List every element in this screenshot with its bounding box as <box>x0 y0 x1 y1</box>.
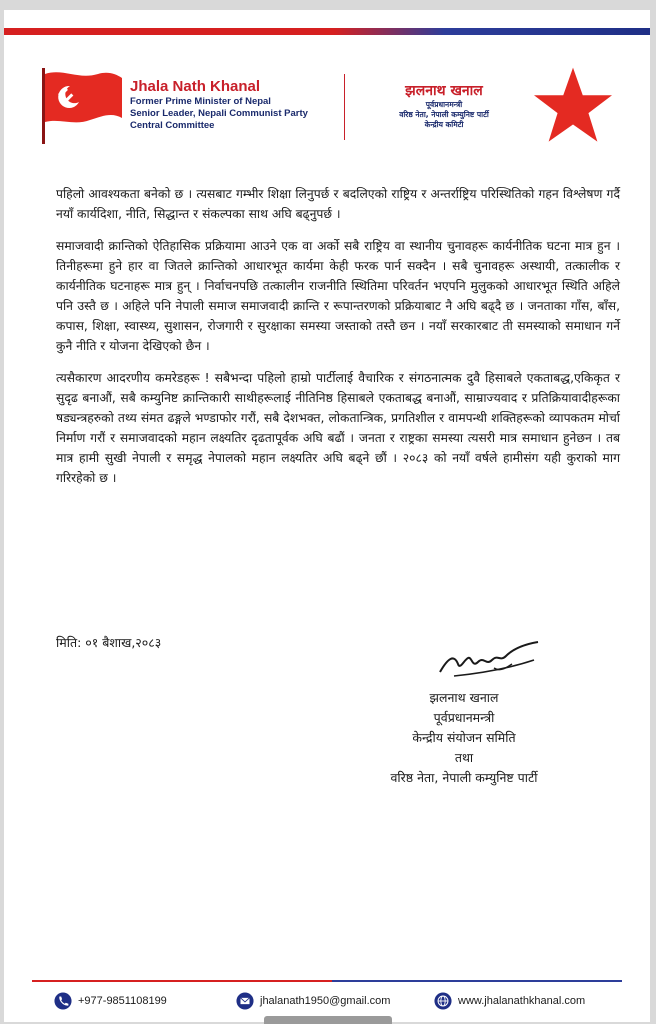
phone-icon <box>54 992 72 1010</box>
footer-contacts <box>54 992 624 1014</box>
bottom-tab <box>264 1016 392 1024</box>
header-line-en: Central Committee <box>130 120 215 131</box>
body-paragraph: त्यसैकारण आदरणीय कमरेडहरू ! सबैभन्दा पहिलो हाम्रो पार्टीलाई वैचारिक र संगठनात्मक दुवै हिसाबले एकताबद्ध,एकिकृत र सुदृढ बनाऔं, सबै कम्युनिष्ट क्रान्तिकारी साथीहरूलाई नीतिनिष्ठ हिसाबले एकताबद्ध बनाऔं, साम्राज्यवाद र प्रतिक्रियावादीहरूका षड्यन्त्रहरुको तथ्य संमत ढङ्गले भण्डाफोर गरौं, सबै देशभक्त, लोकतान्त्रिक, प्रगतिशील र वामपन्थी शक्तिहरूको व्यापकतम मोर्चा निर्माण गरौं र समाजवादको महान लक्ष्यतिर दृढतापूर्वक अघि बढौं । जनता र राष्ट्रका समस्या त्यसरी मात्र समाधान हुनेछन । तब मात्र हामी सुखी नेपाली र समृद्ध नेपालको महान लक्ष्यतिर अघि बढ्ने छौं । २०८३ को नयाँ वर्षले हामीसंग यही कुराको माग गरिरहेको छ । <box>56 371 620 485</box>
signature-image <box>434 638 544 686</box>
header-name-en: Jhala Nath Khanal <box>130 78 261 95</box>
header-nepali <box>364 82 524 130</box>
header-line-ne: पूर्वप्रधानमन्त्री <box>425 100 463 109</box>
phone-text: +977-9851108199 <box>78 995 167 1007</box>
signatory-title: वरिष्ठ नेता, नेपाली कम्युनिष्ट पार्टी <box>390 770 538 785</box>
email-icon <box>236 992 254 1010</box>
signatory-title: तथा <box>454 750 474 765</box>
signatory-title: केन्द्रीय संयोजन समिति <box>412 730 516 745</box>
header-line-ne: केन्द्रीय कमिटी <box>424 120 464 129</box>
signatory-name: झलनाथ खनाल <box>429 690 499 705</box>
footer-line-red <box>32 980 332 982</box>
email-text: jhalanath1950@gmail.com <box>260 995 391 1007</box>
footer-website[interactable] <box>434 992 585 1010</box>
header-name-ne: झलनाथ खनाल <box>405 83 483 99</box>
top-stripe-red <box>4 28 334 35</box>
header-line-en: Former Prime Minister of Nepal <box>130 96 271 107</box>
website-text: www.jhalanathkhanal.com <box>458 995 586 1007</box>
party-flag-icon <box>38 66 124 144</box>
red-star-icon <box>532 66 614 144</box>
top-stripe-blue <box>334 28 650 35</box>
body-paragraph: समाजवादी क्रान्तिको ऐतिहासिक प्रक्रियामा आउने एक वा अर्को सबै राष्ट्रिय वा स्थानीय चुनावहरू कार्यनीतिक घटना मात्र हुन । तिनीहरूमा हुने हार वा जितले क्रान्तिको आधारभूत कार्यमा केही फरक पार्न सक्दैन । सबै चुनावहरू अस्थायी, तत्कालीक र कार्यनीतिक घटनाहरू मात्र हुन् । निर्वाचनपछि तत्कालीन राजनीति स्थितिमा परिवर्तन भएपनि मुलुकको आधारभूत स्थिति अहिले पनि उस्तै छ । अहिले पनि नेपाली समाज समाजवादी क्रान्ति र रूपान्तरणको प्रक्रियाबाट नै अघि बढ्दै छ । जनताका गाँस, बाँस, कपास, शिक्षा, स्वास्थ्य, सुशासन, रोजगारी र सुरक्षाका समस्या जस्ताको तस्तै छन । नयाँ सरकारबाट ती समस्याको समाधान गर्ने कुनै नीति र योजना देखिएको छैन । <box>56 239 620 353</box>
header-english <box>130 78 350 132</box>
footer-email[interactable] <box>236 992 390 1010</box>
globe-icon <box>434 992 452 1010</box>
signatory-block <box>354 688 574 788</box>
footer-line-blue <box>332 980 622 982</box>
signatory-title: पूर्वप्रधानमन्त्री <box>433 710 495 725</box>
header-line-en: Senior Leader, Nepali Communist Party <box>130 108 308 119</box>
letter-page <box>4 10 650 1022</box>
body-paragraph: पहिलो आवश्यकता बनेको छ । त्यसबाट गम्भीर शिक्षा लिनुपर्छ र बदलिएको राष्ट्रिय र अन्तर्राष्ट्रिय परिस्थितिको गहन विश्लेषण गर्दै नयाँ कार्यदिशा, नीति, सिद्धान्त र संकल्पका साथ अघि बढ्नुपर्छ । <box>56 187 620 221</box>
header-line-ne: वरिष्ठ नेता, नेपाली कम्युनिष्ट पार्टी <box>399 110 489 119</box>
header-divider <box>344 74 345 140</box>
letter-body <box>56 184 620 500</box>
footer-phone[interactable] <box>54 992 167 1010</box>
letter-date: मिति: ०१ बैशाख,२०८३ <box>56 635 162 650</box>
